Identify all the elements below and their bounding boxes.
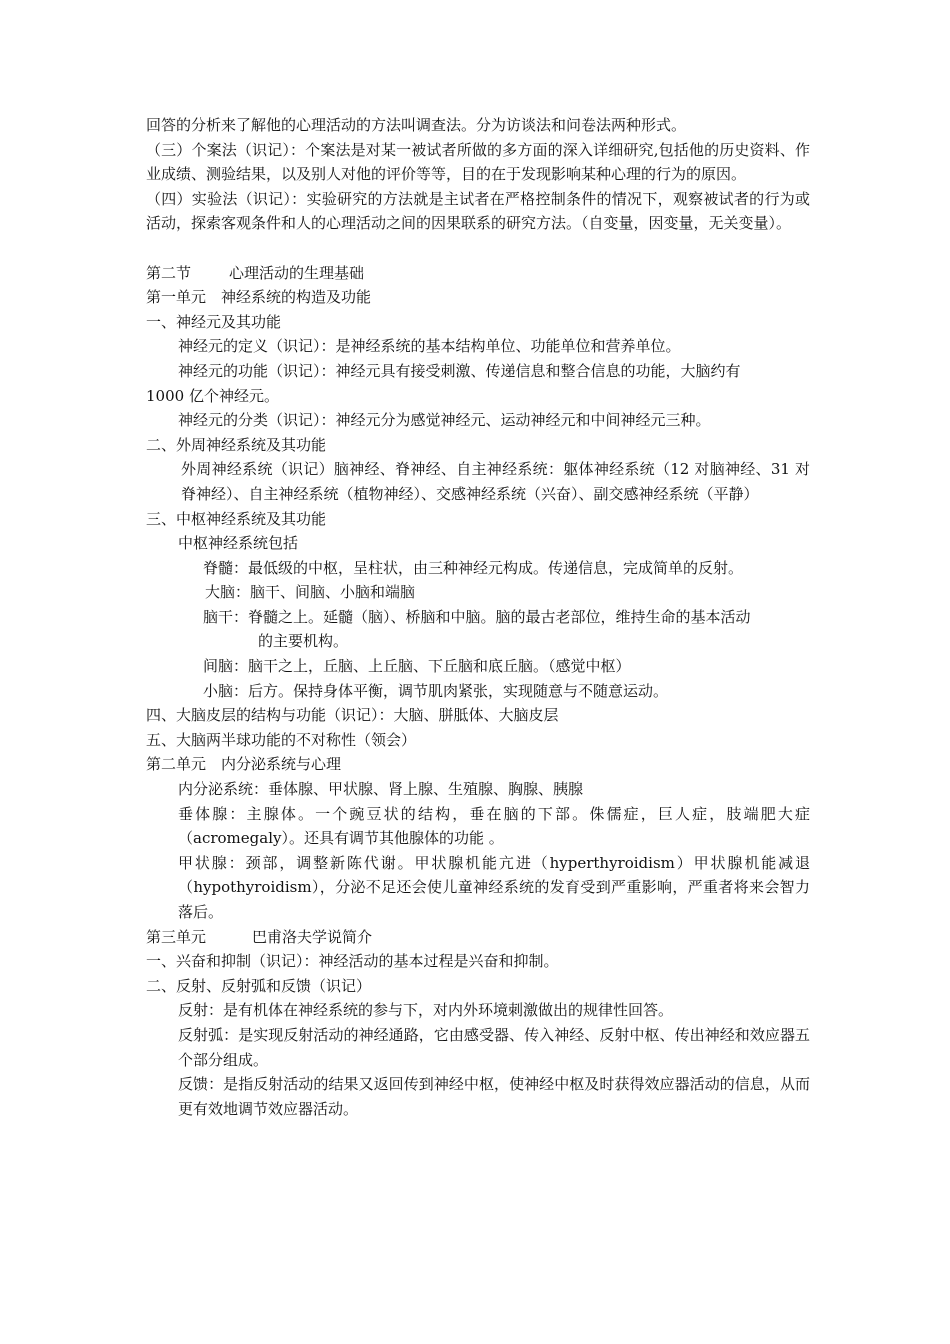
reflex-arc-text: 反射弧：是实现反射活动的神经通路，它由感受器、传入神经、反射中枢、传出神经和效应器五个部分组成。 [178,1025,810,1069]
reflex-heading: 二、反射、反射弧和反馈（识记） [146,976,372,995]
central-brainstem: 脑干：脊髓之上。延髓（脑）、桥脑和中脑。脑的最古老部位，维持生命的基本活动 [203,607,751,626]
section-title: 心理活动的生理基础 [229,263,365,282]
excitation-inhibition: 一、兴奋和抑制（识记）：神经活动的基本过程是兴奋和抑制。 [146,952,559,971]
document-page [146,113,810,1121]
heading-asymmetry: 五、大脑两半球功能的不对称性（领会） [146,730,417,749]
feedback-text: 反馈：是指反射活动的结果又返回传到神经中枢，使神经中枢及时获得效应器活动的信息，从而更有效地调节效应器活动。 [178,1075,810,1118]
section-heading [146,261,810,286]
unit-number: 第三单元 [146,927,207,946]
unit-heading-3 [146,925,810,950]
reflex-text: 反射：是有机体在神经系统的参与下，对内外环境刺激做出的规律性回答。 [178,1001,674,1020]
central-intro: 中枢神经系统包括 [178,534,299,553]
neuron-classification: 神经元的分类（识记）：神经元分为感觉神经元、运动神经元和中间神经元三种。 [178,411,711,430]
unit-title: 巴甫洛夫学说简介 [252,927,373,946]
heading-central: 三、中枢神经系统及其功能 [146,509,327,528]
central-spinal: 脊髓：最低级的中枢，呈柱状，由三种神经元构成。传递信息，完成简单的反射。 [203,558,744,577]
neuron-function-cont: 1000 亿个神经元。 [146,386,279,405]
central-diencephalon: 间脑：脑干之上，丘脑、上丘脑、下丘脑和底丘脑。（感觉中枢） [203,657,631,676]
unit-heading-1: 第一单元 神经系统的构造及功能 [146,288,372,307]
central-brain: 大脑：脑干、间脑、小脑和端脑 [205,583,416,602]
endocrine-list: 内分泌系统：垂体腺、甲状腺、肾上腺、生殖腺、胸腺、胰腺 [178,780,584,799]
central-cerebellum: 小脑：后方。保持身体平衡，调节肌肉紧张，实现随意与不随意运动。 [203,681,669,700]
heading-neuron: 一、神经元及其功能 [146,312,282,331]
neuron-definition: 神经元的定义（识记）：是神经系统的基本结构单位、功能单位和营养单位。 [178,337,681,356]
unit-heading-2: 第二单元 内分泌系统与心理 [146,755,342,774]
paragraph-experiment-method: （四）实验法（识记）：实验研究的方法就是主试者在严格控制条件的情况下，观察被试者的行为或活动，探索客观条件和人的心理活动之间的因果联系的研究方法。（自变量，因变量，无关变量）。 [146,189,810,233]
pituitary-text: 垂体腺：主腺体。一个豌豆状的结构，垂在脑的下部。侏儒症，巨人症，肢端肥大症（acromegaly）。还具有调节其他腺体的功能 。 [178,804,810,848]
neuron-function: 神经元的功能（识记）：神经元具有接受刺激、传递信息和整合信息的功能，大脑约有 [178,361,741,380]
peripheral-text: 外周神经系统（识记）脑神经、脊神经、自主神经系统：躯体神经系统（12 对脑神经、31 对脊神经）、自主神经系统（植物神经）、交感神经系统（兴奋）、副交感神经系统（平静） [181,460,810,503]
central-brainstem-cont: 的主要机构。 [258,632,349,651]
section-number: 第二节 [146,263,192,282]
paragraph-case-method: （三）个案法（识记）：个案法是对某一被试者所做的多方面的深入详细研究,包括他的历史资料、作业成绩、测验结果，以及别人对他的评价等等，目的在于发现影响某种心理的行为的原因。 [146,140,810,184]
heading-cortex: 四、大脑皮层的结构与功能（识记）：大脑、胼胝体、大脑皮层 [146,706,559,725]
paragraph-survey: 回答的分析来了解他的心理活动的方法叫调查法。分为访谈法和问卷法两种形式。 [146,116,687,134]
heading-peripheral: 二、外周神经系统及其功能 [146,435,327,454]
thyroid-text: 甲状腺：颈部，调整新陈代谢。甲状腺机能亢进（hyperthyroidism）甲状腺机能减退（hypothyroidism），分泌不足还会使儿童神经系统的发育受到严重影响，严重者将来会智力落后。 [178,853,810,921]
spacer [146,236,810,261]
